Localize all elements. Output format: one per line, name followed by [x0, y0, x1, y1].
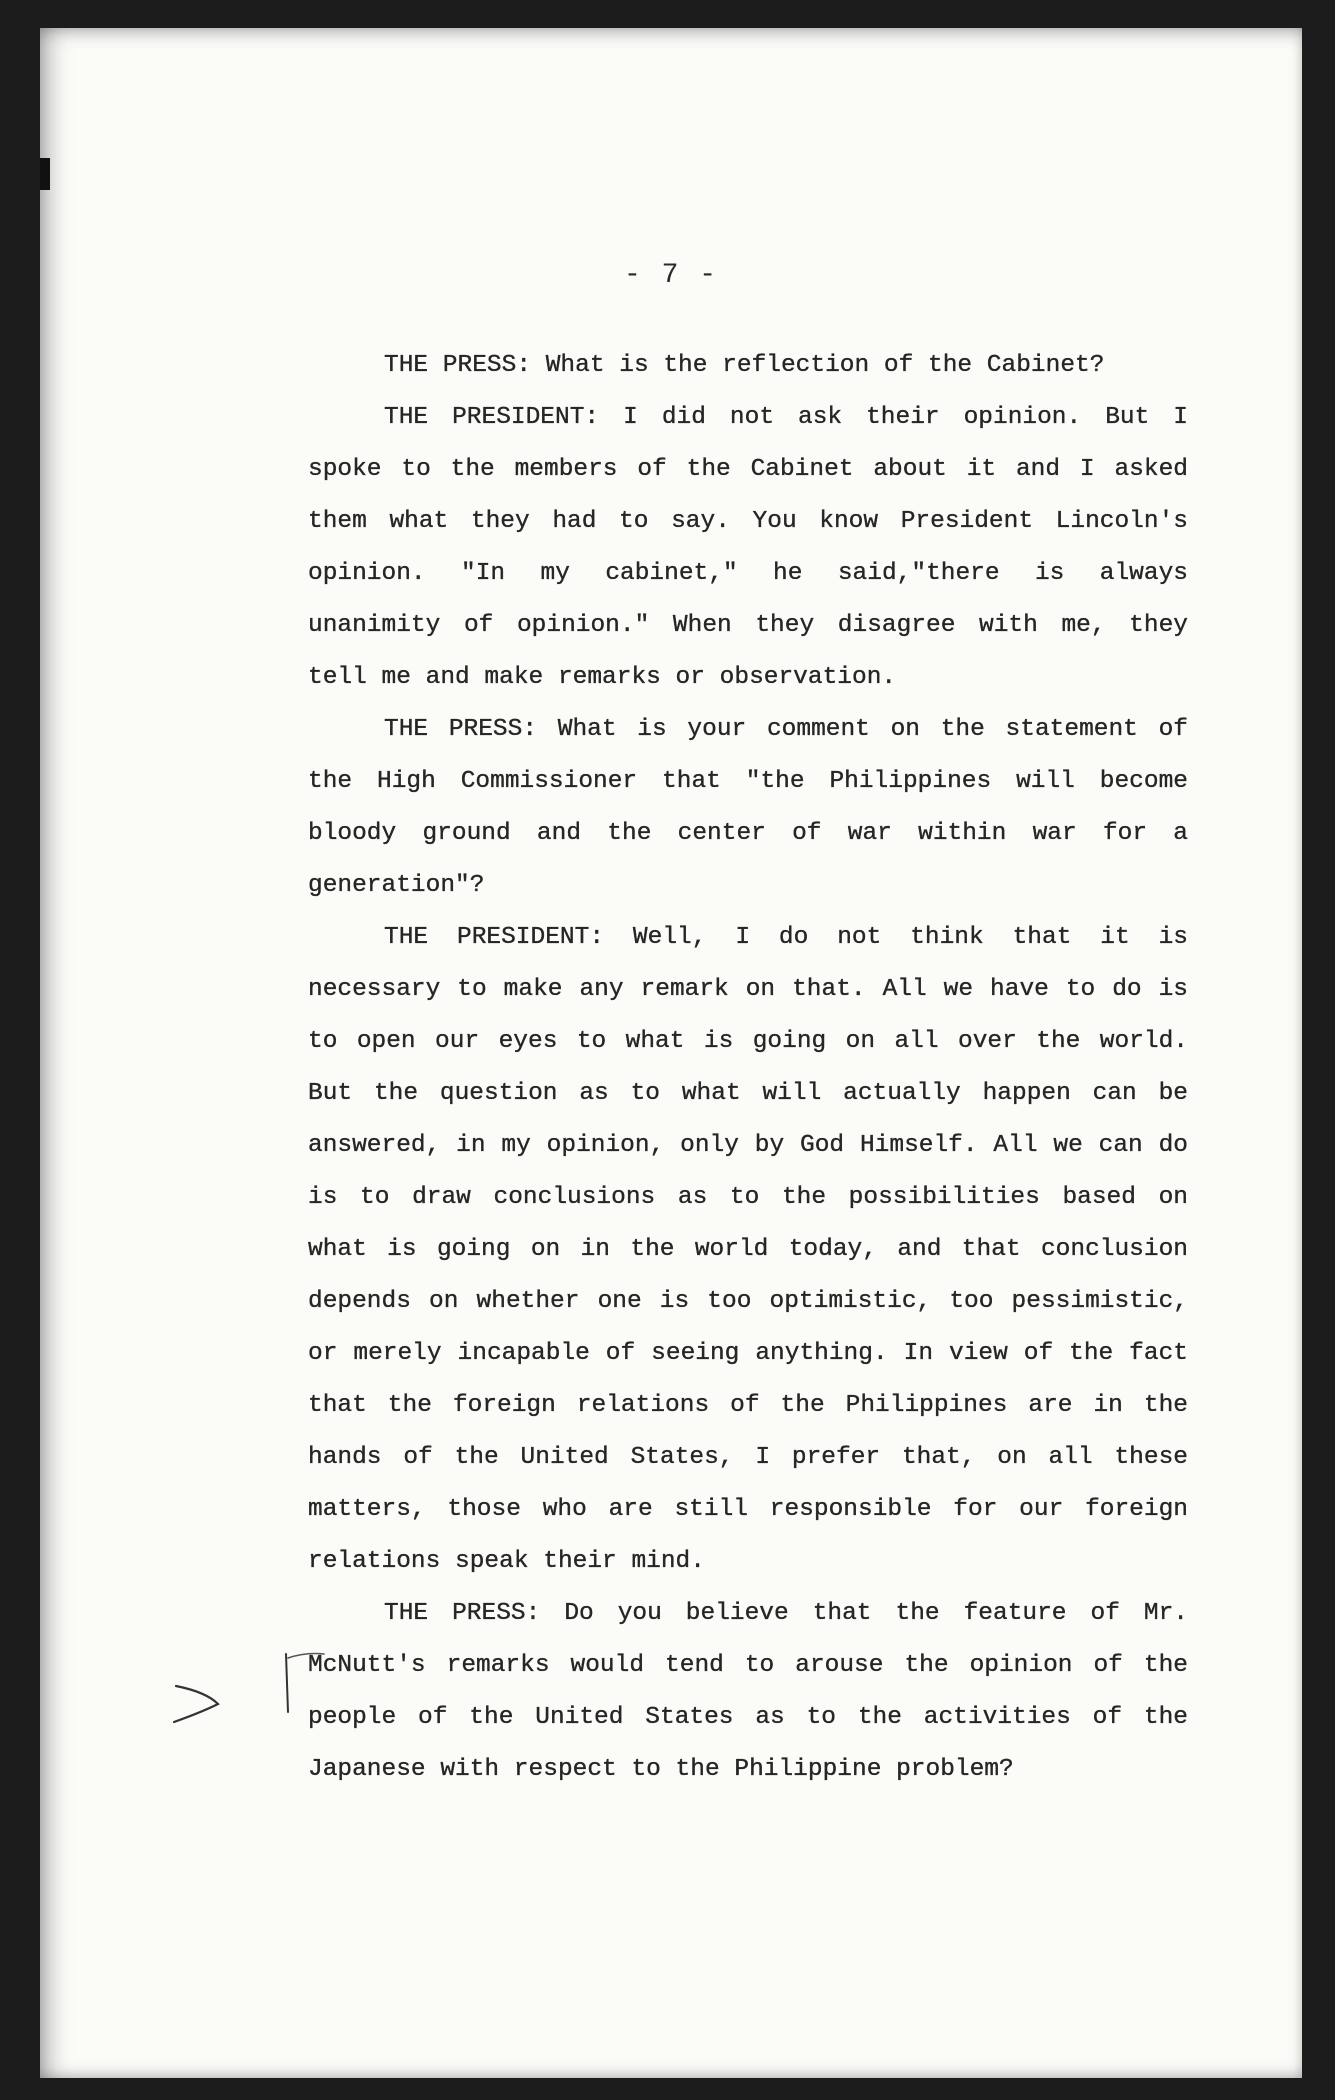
- speaker-label: THE PRESS:: [384, 716, 538, 743]
- speaker-label: THE PRESS:: [384, 1600, 541, 1627]
- paragraph-text: I did not ask their opinion. But I spoke to the members of the Cabinet about it and I asked them what they had to say. You know President Lincoln's opinion. "In my cabinet," he said,"there is always unanimity of opinion." When they disagree with me, they tell me and make remarks or observation.: [308, 404, 1188, 691]
- handwritten-margin-mark: [166, 1646, 326, 1746]
- paragraph-press-question-3: [308, 1588, 1188, 1796]
- document-page: [40, 28, 1302, 2078]
- paragraph-president-answer-1: [308, 392, 1188, 704]
- transcript-body: [308, 340, 1188, 1796]
- paragraph-text: What is your comment on the statement of the High Commissioner that "the Philippines will become bloody ground and the center of war within war for a generation"?: [308, 716, 1188, 899]
- paragraph-text: Do you believe that the feature of Mr. McNutt's remarks would tend to arouse the opinion of the people of the United States as to the activities of the Japanese with respect to the Philippine problem?: [308, 1600, 1188, 1783]
- speaker-label: THE PRESIDENT:: [384, 404, 600, 431]
- paragraph-text: What is the reflection of the Cabinet?: [545, 352, 1105, 379]
- paragraph-president-answer-2: [308, 912, 1188, 1588]
- paragraph-text: Well, I do not think that it is necessary to make any remark on that. All we have to do is to open our eyes to what is going on all over the world. But the question as to what will actually happen can be answered, in my opinion, only by God Himself. All we can do is to draw conclusions as to the possibilities based on what is going on in the world today, and that conclusion depends on whether one is too optimistic, too pessimistic, or merely incapable of seeing anything. In view of the fact that the foreign relations of the Philippines are in the hands of the United States, I prefer that, on all these matters, those who are still responsible for our foreign relations speak their mind.: [308, 924, 1188, 1575]
- paragraph-press-question-1: [308, 340, 1188, 392]
- speaker-label: THE PRESIDENT:: [384, 924, 605, 951]
- speaker-label: THE PRESS:: [384, 352, 532, 379]
- scan-edge-mark: [40, 158, 50, 190]
- paragraph-press-question-2: [308, 704, 1188, 912]
- page-number: - 7 -: [623, 260, 718, 291]
